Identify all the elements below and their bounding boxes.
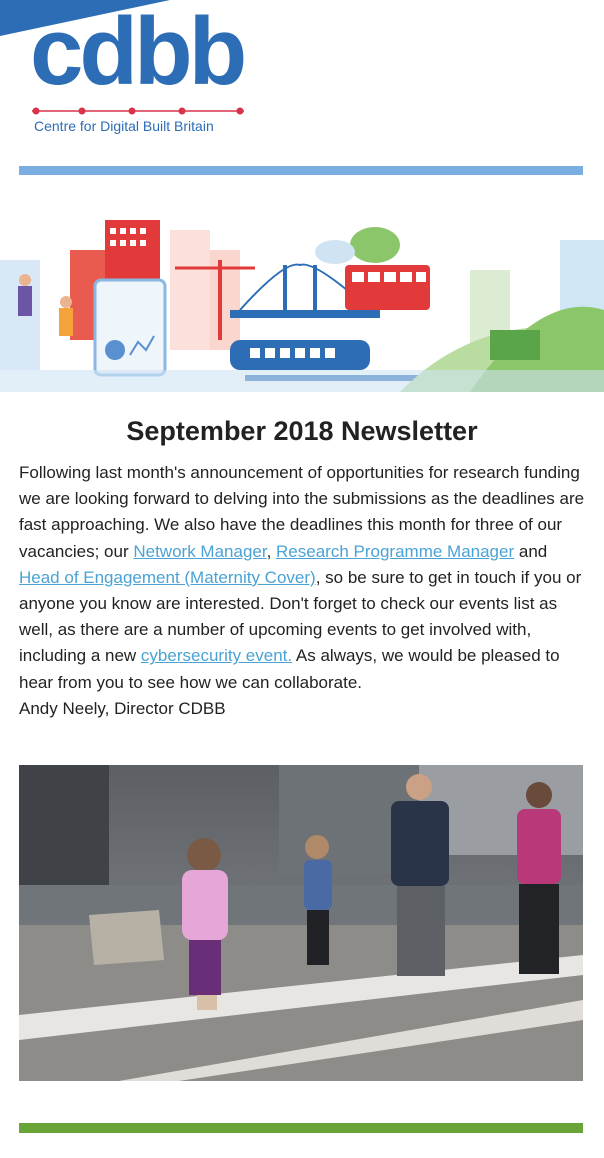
signature: Andy Neely, Director CDBB <box>19 698 226 718</box>
intro-separator-1: , <box>266 541 277 561</box>
child-dancing-photo <box>19 765 583 1081</box>
head-of-engagement-link[interactable]: Head of Engagement (Maternity Cover) <box>19 567 316 587</box>
logo-dotted-line <box>32 106 244 116</box>
city-illustration-banner <box>0 210 604 392</box>
intro-text-3: As always, we would be pleased to hear from you to see how we can collaborate. <box>19 646 560 692</box>
logo-wordmark: cdbb <box>30 0 244 105</box>
divider-bottom <box>19 1123 583 1133</box>
intro-separator-2: and <box>514 541 548 561</box>
divider-top <box>19 166 583 175</box>
cdbb-logo[interactable] <box>30 0 250 138</box>
newsletter-intro <box>19 460 589 722</box>
intro-text-1: Following last month's announcement of opportunities for research funding we are looking forward to delving into the submissions as the deadlines are fast approaching. We also have the deadlines this month for three of our vacancies; our <box>19 463 585 561</box>
intro-text-2: , so be sure to get in touch if you or anyone you know are interested. Don't forget to check our events list as well, as there are a number of upcoming events to get involved with, including a new <box>19 567 582 666</box>
logo-tagline: Centre for Digital Built Britain <box>34 118 214 134</box>
newsletter-title: September 2018 Newsletter <box>126 416 478 446</box>
research-programme-manager-link[interactable]: Research Programme Manager <box>276 541 515 561</box>
network-manager-link[interactable]: Network Manager <box>133 541 267 561</box>
cybersecurity-event-link[interactable]: cybersecurity event. <box>140 646 293 666</box>
